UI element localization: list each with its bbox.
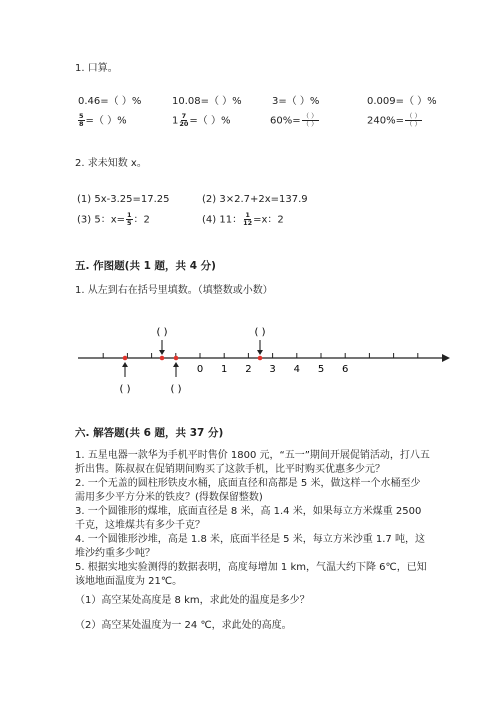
answer-blank: ( ) [254, 327, 266, 338]
s1-r1-a: 0.46=（ ）% [78, 96, 142, 107]
s2-eq1: (1) 5x-3.25=17.25 [77, 194, 170, 205]
s1-r2-d: 240%= $\frac{( )}{( )}$ [367, 112, 422, 128]
s6-heading: 六. 解答题(共 6 题，共 37 分) [75, 427, 224, 439]
s5-q1: 1. 从左到右在括号里填数。（填整数或小数） [75, 285, 273, 296]
fraction: $\frac{( )}{( )}$ [302, 112, 318, 128]
s6-q5-part1: （1）高空某处高度是 8 km，求此处的温度是多少？ [75, 595, 310, 606]
point-marker [258, 356, 263, 361]
s1-r1-d: 0.009=（ ）% [367, 96, 437, 107]
s6-q1: 1. 五星电器一款华为手机平时售价 1800 元，“五一”期间开展促销活动，打八五折出售。陈叔叔在促销期间购买了这款手机，比平时购买优惠多少元？ [75, 450, 430, 476]
tick-label: 2 [245, 364, 252, 375]
arrowhead-icon [173, 362, 179, 367]
arrowhead-icon [159, 350, 165, 355]
s2-eq2: (2) 3×2.7+2x=137.9 [202, 194, 308, 205]
tick-label: 0 [196, 364, 204, 375]
tick-label: 1 [221, 364, 228, 375]
tick-label: 6 [342, 364, 349, 375]
fraction: $\frac{5}{8}$ [79, 112, 84, 128]
arrowhead-icon [257, 350, 263, 355]
s5-heading: 五. 作图题(共 1 题，共 4 分) [75, 260, 216, 272]
answer-blank: ( ) [119, 384, 131, 395]
fraction: $\frac{1}{12}$ [243, 211, 253, 227]
s1-r2-b: 1 $\frac{7}{20}$ =（ ）% [172, 112, 231, 128]
tick-label: 4 [293, 364, 300, 375]
s6-q4: 4. 一个圆锥形沙堆，高是 1.8 米，底面半径是 5 米，每立方米沙重 1.7 吨，这堆沙约重多少吨？ [75, 534, 425, 560]
point-marker [174, 356, 179, 361]
s6-q2: 2. 一个无盖的圆柱形铁皮水桶，底面直径和高都是 5 米，做这样一个水桶至少需用多少平方分米的铁皮？(得数保留整数) [75, 478, 421, 504]
s1-r1-c: 3=（ ）% [272, 96, 320, 107]
s1-r2-c: 60%= $\frac{( )}{( )}$ [270, 112, 318, 128]
arrowhead-icon [122, 362, 128, 367]
tick-label: 5 [317, 364, 325, 375]
s1-r1-b: 10.08=（ ）% [172, 96, 242, 107]
answer-blank: ( ) [170, 384, 182, 395]
fraction: $\frac{( )}{( )}$ [405, 112, 422, 128]
s6-q3: 3. 一个圆锥形的煤堆，底面直径是 8 米，高 1.4 米，如果每立方米煤重 2500 千克，这堆煤共有多少千克？ [75, 506, 422, 532]
s6-q5-part2: （2）高空某处温度为一 24 ℃，求此处的高度。 [75, 620, 292, 631]
point-marker [123, 356, 128, 361]
s2-title: 2. 求未知数 x。 [75, 158, 147, 169]
answer-blank: ( ) [156, 327, 168, 338]
s2-eq3: (3) 5：x= $\frac{1}{5}$ ：2 [77, 211, 150, 227]
s1-r2-a: $\frac{5}{8}$ =（ ）% [79, 112, 127, 128]
tick-label: 3 [269, 364, 276, 375]
arrowhead-icon [442, 354, 450, 362]
number-line-figure [70, 320, 450, 400]
fraction: $\frac{7}{20}$ [179, 112, 189, 128]
s2-eq4: (4) 11： $\frac{1}{12}$ =x：2 [202, 211, 284, 227]
s6-q5: 5. 根据实地实验测得的数据表明，高度每增加 1 km，气温大约下降 6℃，已知该地地面温度为 21℃。 [75, 562, 427, 588]
fraction: $\frac{1}{5}$ [127, 211, 132, 227]
point-marker [160, 356, 165, 361]
s1-title: 1. 口算。 [75, 63, 118, 74]
